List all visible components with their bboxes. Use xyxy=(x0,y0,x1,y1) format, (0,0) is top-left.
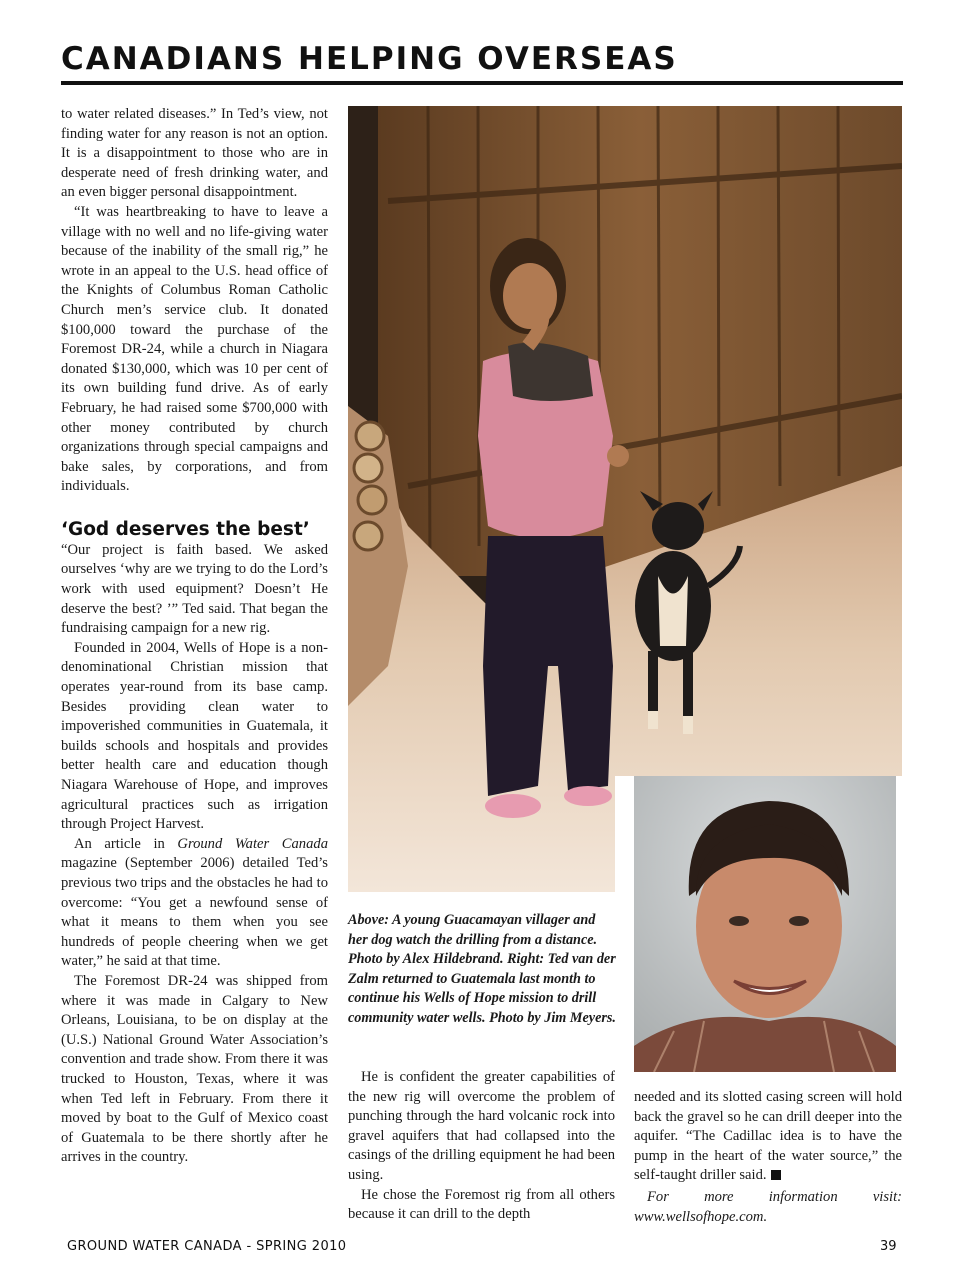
section-title: CANADIANS HELPING OVERSEAS xyxy=(61,41,678,77)
paragraph: The Foremost DR-24 was shipped from where it was made in Calgary to New Orleans, Louisiana, to be on display at the (U.S.) National Ground Water Association’s convention and trade show. From there it was trucked to Houston, Texas, where it was when Ted left in February. From there it moved by boat to the Gulf of Mexico coast of Guatemala to be there shortly after he arrives in the country. xyxy=(61,972,328,1166)
paragraph: to water related diseases.” In Ted’s view, not finding water for any reason is not an option. It is a disappointment to those who are in desperate need of fresh drinking water, and an even bigger personal disappointment. xyxy=(61,106,328,201)
article-column-3 xyxy=(634,1088,902,1227)
end-mark-icon xyxy=(771,1170,781,1180)
more-info-line: For more information visit: www.wellsofhope.com. xyxy=(634,1188,902,1225)
paragraph xyxy=(634,1088,902,1186)
paragraph: He is confident the greater capabilities of the new rig will overcome the problem of punching through the hard volcanic rock into gravel aquifers that had collapsed into the casings of the drilling equipment he had been using. xyxy=(348,1069,615,1183)
footer-publication: GROUND WATER CANADA - SPRING 2010 xyxy=(67,1239,347,1254)
article-column-2 xyxy=(348,1068,615,1225)
subheading: ‘God deserves the best’ xyxy=(61,518,310,540)
photo-caption: Above: A young Guacamayan villager and her dog watch the drilling from a distance. Photo by Alex Hildebrand. Right: Ted van der Zalm returned to Guatemala last month to continue his Wells of Hope mission to drill community water wells. Photo by Jim Meyers. xyxy=(348,912,616,1026)
paragraph: He chose the Foremost rig from all others because it can drill to the depth xyxy=(348,1186,615,1223)
page-number: 39 xyxy=(880,1239,897,1254)
paragraph: Founded in 2004, Wells of Hope is a non-denominational Christian mission that operates year-round from its base camp. Besides providing clean water to impoverished communities in Guatemala, it builds schools and hospitals and provides better health care and education though Niagara Warehouse of Hope, and improves agricultural practices such as irrigation through Project Harvest. xyxy=(61,639,328,833)
photo-girl-and-dog xyxy=(348,106,902,892)
text-run: An article in xyxy=(74,835,178,852)
paragraph: “Our project is faith based. We asked ourselves ‘why are we trying to do the Lord’s work with used equipment? Doesn’t He deserve the best? ’” Ted said. That began the fundraising campaign for a new rig. xyxy=(61,541,328,637)
paragraph: “It was heartbreaking to have to leave a village with no well and no life-giving water because of the inability of the small rig,” he wrote in an appeal to the U.S. head office of the Knights of Columbus Roman Catholic Church men’s service club. It donated $100,000 toward the purchase of the Foremost DR-24, while a church in Niagara donated $130,000, which was 10 per cent of its own building fund drive. As of early February, he had raised some $700,000 with other money contributed by church organizations through special campaigns and bake sales, by corporations, and from individuals. xyxy=(61,203,328,495)
text-run: magazine (September 2006) detailed Ted’s previous two trips and the obstacles he had to overcome: “You get a newfound sense of what it means to them when you see hundreds of people cheering when we get water,” he said at that time. xyxy=(61,855,328,970)
photo-portrait-illustration xyxy=(634,776,896,1072)
magazine-name: Ground Water Canada xyxy=(177,835,328,852)
article-column-1 xyxy=(61,105,328,1168)
header-rule xyxy=(61,81,903,85)
text-run: needed and its slotted casing screen will hold back the gravel so he can drill deeper into the aquifer. “The Cadillac idea is to have the pump in the heart of the water source,” the self-taught driller said. xyxy=(634,1089,902,1184)
photo-portrait-ted xyxy=(634,776,896,1072)
photo-girl-and-dog-illustration xyxy=(348,106,902,892)
paragraph xyxy=(61,835,328,972)
